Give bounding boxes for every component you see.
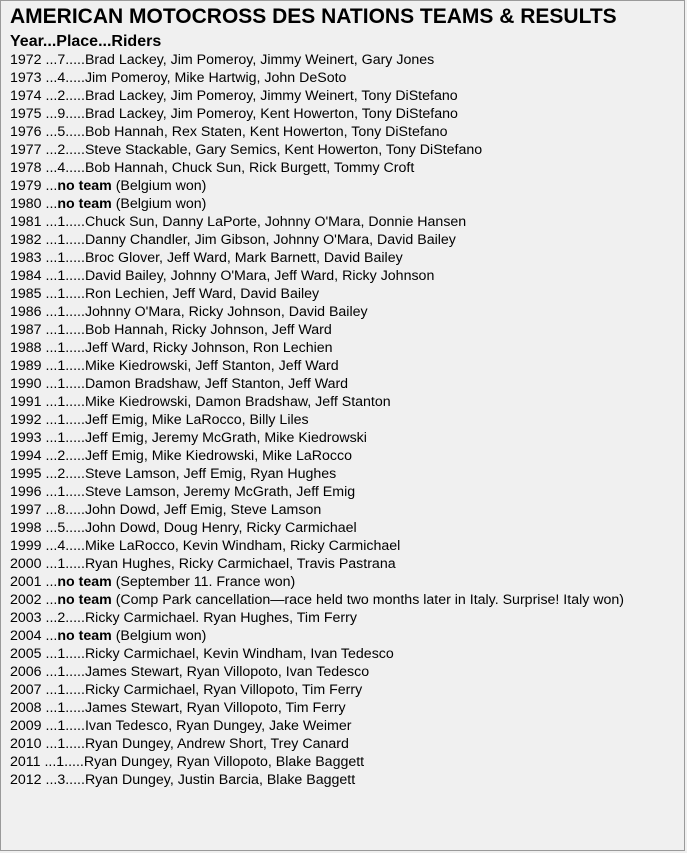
row-year-place: 1996 ...1..... [10,484,85,500]
row-riders: (Belgium won) [111,628,207,644]
row-riders: Steve Lamson, Jeremy McGrath, Jeff Emig [84,484,356,500]
row-year-place: 1990 ...1..... [10,376,85,392]
row-year-place: 1999 ...4..... [10,538,85,554]
row-year-place: 2007 ...1..... [10,682,85,698]
row-year-place: 2000 ...1..... [10,556,85,572]
result-row [10,303,678,321]
result-row [10,357,678,375]
result-row [10,195,678,213]
row-riders: (Belgium won) [111,196,207,212]
result-row [10,645,678,663]
row-year-place: 1995 ...2..... [10,466,85,482]
row-riders: Mike LaRocco, Kevin Windham, Ricky Carmichael [84,538,401,554]
row-riders: Ricky Carmichael. Ryan Hughes, Tim Ferry [84,610,357,626]
row-year-place: 1982 ...1..... [10,232,85,248]
row-riders: Johnny O'Mara, Ricky Johnson, David Bailey [84,304,368,320]
row-year-place: 1997 ...8..... [10,502,85,518]
result-row [10,105,678,123]
result-row [10,213,678,231]
results-list [10,51,678,789]
result-row [10,771,678,789]
result-row [10,735,678,753]
row-riders: Ryan Dungey, Andrew Short, Trey Canard [84,736,349,752]
row-year-place: 2012 ...3..... [10,772,85,788]
result-row [10,483,678,501]
row-year-place: 1973 ...4..... [10,70,85,86]
row-year-place: 1992 ...1..... [10,412,85,428]
row-riders: David Bailey, Johnny O'Mara, Jeff Ward, Ricky Johnson [84,268,435,284]
row-year-place: 2011 ...1..... [10,754,84,770]
row-no-team: no team [57,628,112,644]
document-content [10,3,678,789]
result-row [10,429,678,447]
row-year-place: 1983 ...1..... [10,250,85,266]
row-year-place: 2003 ...2..... [10,610,85,626]
row-year-place: 1976 ...5..... [10,124,85,140]
row-year-place: 1993 ...1..... [10,430,85,446]
row-year-place: 1989 ...1..... [10,358,85,374]
result-row [10,51,678,69]
row-riders: (Belgium won) [111,178,207,194]
result-row [10,519,678,537]
row-riders: Ivan Tedesco, Ryan Dungey, Jake Weimer [84,718,352,734]
result-row [10,375,678,393]
result-row [10,555,678,573]
row-riders: Brad Lackey, Jim Pomeroy, Jimmy Weinert, Tony DiStefano [84,88,458,104]
result-row [10,393,678,411]
row-year-place: 2004 ... [10,628,58,644]
page-title: AMERICAN MOTOCROSS DES NATIONS TEAMS & RESULTS [10,5,617,28]
result-row [10,339,678,357]
row-year-place: 2001 ... [10,574,58,590]
row-year-place: 1987 ...1..... [10,322,85,338]
result-row [10,573,678,591]
row-riders: Ryan Dungey, Justin Barcia, Blake Baggett [84,772,356,788]
row-riders: Damon Bradshaw, Jeff Stanton, Jeff Ward [84,376,349,392]
result-row [10,267,678,285]
row-riders: James Stewart, Ryan Villopoto, Tim Ferry [84,700,346,716]
row-year-place: 2006 ...1..... [10,664,85,680]
result-row [10,663,678,681]
row-year-place: 1991 ...1..... [10,394,85,410]
result-row [10,141,678,159]
result-row [10,231,678,249]
row-riders: Ron Lechien, Jeff Ward, David Bailey [84,286,320,302]
result-row [10,159,678,177]
row-year-place: 2009 ...1..... [10,718,85,734]
row-riders: Jim Pomeroy, Mike Hartwig, John DeSoto [84,70,347,86]
result-row [10,627,678,645]
row-year-place: 2010 ...1..... [10,736,85,752]
result-row [10,753,678,771]
row-riders: Mike Kiedrowski, Damon Bradshaw, Jeff Stanton [84,394,391,410]
row-riders: Jeff Emig, Mike LaRocco, Billy Liles [84,412,309,428]
result-row [10,249,678,267]
result-row [10,447,678,465]
row-year-place: 1998 ...5..... [10,520,85,536]
row-riders: Ryan Hughes, Ricky Carmichael, Travis Pastrana [84,556,396,572]
result-row [10,537,678,555]
row-riders: (Comp Park cancellation—race held two months later in Italy. Surprise! Italy won) [111,592,625,608]
row-riders: Jeff Emig, Jeremy McGrath, Mike Kiedrowski [84,430,367,446]
result-row [10,87,678,105]
row-year-place: 1984 ...1..... [10,268,85,284]
result-row [10,699,678,717]
row-riders: (September 11. France won) [111,574,296,590]
row-riders: Steve Lamson, Jeff Emig, Ryan Hughes [84,466,337,482]
row-riders: Broc Glover, Jeff Ward, Mark Barnett, David Bailey [84,250,403,266]
result-row [10,465,678,483]
row-year-place: 1975 ...9..... [10,106,85,122]
result-row [10,177,678,195]
row-year-place: 2002 ... [10,592,58,608]
row-year-place: 2008 ...1..... [10,700,85,716]
row-year-place: 2005 ...1..... [10,646,85,662]
row-riders: Mike Kiedrowski, Jeff Stanton, Jeff Ward [84,358,339,374]
row-riders: John Dowd, Doug Henry, Ricky Carmichael [84,520,357,536]
row-year-place: 1994 ...2..... [10,448,85,464]
row-year-place: 1977 ...2..... [10,142,85,158]
row-riders: Bob Hannah, Ricky Johnson, Jeff Ward [84,322,332,338]
row-year-place: 1981 ...1..... [10,214,85,230]
row-year-place: 1979 ... [10,178,58,194]
row-riders: Chuck Sun, Danny LaPorte, Johnny O'Mara, Donnie Hansen [84,214,467,230]
result-row [10,123,678,141]
result-row [10,411,678,429]
row-year-place: 1980 ... [10,196,58,212]
row-year-place: 1978 ...4..... [10,160,85,176]
row-year-place: 1988 ...1..... [10,340,85,356]
column-heading: Year...Place...Riders [10,33,162,50]
row-year-place: 1972 ...7..... [10,52,85,68]
row-riders: Ryan Dungey, Ryan Villopoto, Blake Baggett [83,754,365,770]
row-riders: Jeff Emig, Mike Kiedrowski, Mike LaRocco [84,448,352,464]
row-riders: Jeff Ward, Ricky Johnson, Ron Lechien [84,340,333,356]
row-year-place: 1985 ...1..... [10,286,85,302]
row-riders: Brad Lackey, Jim Pomeroy, Jimmy Weinert, Gary Jones [84,52,435,68]
row-riders: John Dowd, Jeff Emig, Steve Lamson [84,502,322,518]
row-no-team: no team [57,196,112,212]
row-riders: James Stewart, Ryan Villopoto, Ivan Tedesco [84,664,370,680]
row-riders: Danny Chandler, Jim Gibson, Johnny O'Mara, David Bailey [84,232,456,248]
result-row [10,321,678,339]
row-riders: Brad Lackey, Jim Pomeroy, Kent Howerton, Tony DiStefano [84,106,458,122]
result-row [10,69,678,87]
row-year-place: 1986 ...1..... [10,304,85,320]
row-no-team: no team [57,574,112,590]
result-row [10,717,678,735]
row-riders: Ricky Carmichael, Kevin Windham, Ivan Tedesco [84,646,394,662]
result-row [10,591,678,609]
result-row [10,501,678,519]
result-row [10,285,678,303]
result-row [10,609,678,627]
row-no-team: no team [57,178,112,194]
row-riders: Bob Hannah, Rex Staten, Kent Howerton, Tony DiStefano [84,124,448,140]
row-riders: Steve Stackable, Gary Semics, Kent Howerton, Tony DiStefano [84,142,483,158]
row-riders: Ricky Carmichael, Ryan Villopoto, Tim Ferry [84,682,363,698]
row-riders: Bob Hannah, Chuck Sun, Rick Burgett, Tommy Croft [84,160,415,176]
row-year-place: 1974 ...2..... [10,88,85,104]
result-row [10,681,678,699]
row-no-team: no team [57,592,112,608]
